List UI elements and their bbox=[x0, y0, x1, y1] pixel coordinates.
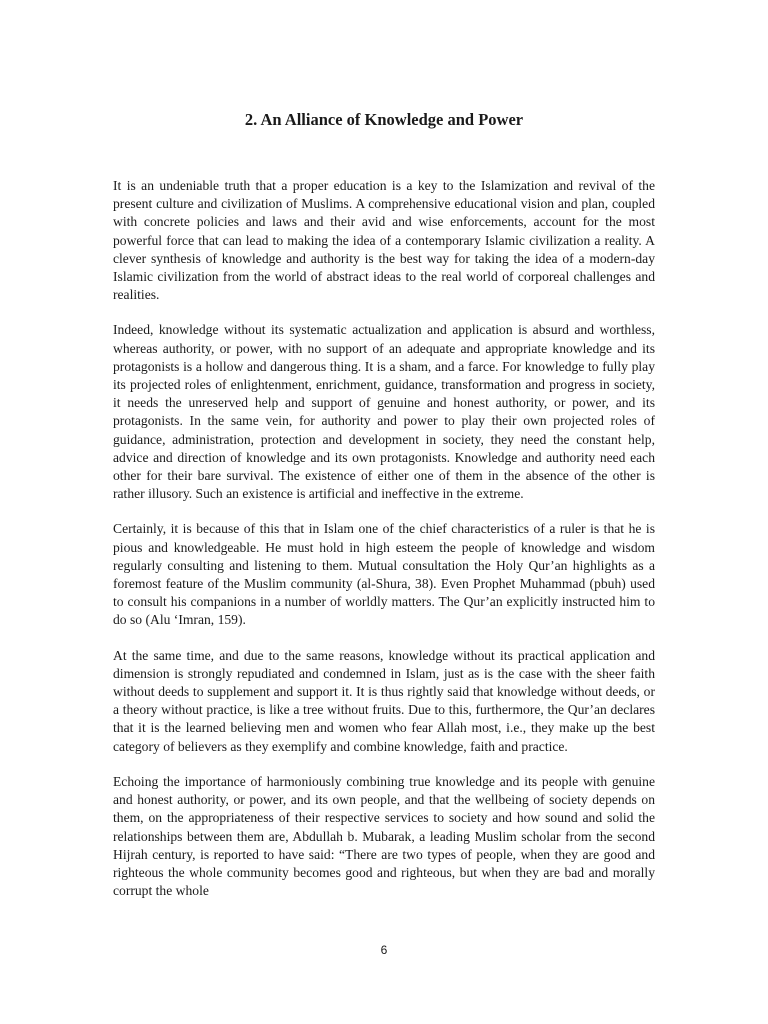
paragraph-4: At the same time, and due to the same reasons, knowledge without its practical application and dimension is strongly repudiated and condemned in Islam, just as is the case with the sheer faith without deeds to supplement and support it. It is thus rightly said that knowledge without deeds, or a theory without practice, is like a tree without fruits. Due to this, furthermore, the Qur’an declares that it is the learned believing men and women who fear Allah most, i.e., they make up the best category of believers as they exemplify and combine knowledge, faith and practice. bbox=[113, 647, 655, 754]
paragraph-1: It is an undeniable truth that a proper education is a key to the Islamization and revival of the present culture and civilization of Muslims. A comprehensive educational vision and plan, coupled with concrete policies and laws and their avid and wise enforcements, account for the most powerful force that can lead to making the idea of a contemporary Islamic civilization a reality. A clever synthesis of knowledge and authority is the best way for taking the idea of a modern-day Islamic civilization from the world of abstract ideas to the real world of corporeal challenges and realities. bbox=[113, 178, 655, 303]
page-title: 2. An Alliance of Knowledge and Power bbox=[244, 110, 524, 129]
paragraph-2: Indeed, knowledge without its systematic actualization and application is absurd and worthless, whereas authority, or power, with no support of an adequate and appropriate knowledge and its protagonists is a hollow and dangerous thing. It is a sham, and a farce. For knowledge to fully play its projected roles of enlightenment, enrichment, guidance, transformation and progress in society, it needs the unreserved help and support of genuine and honest authority, or power, and its protagonists. In the same vein, for authority and power to play their own projected roles of guidance, administration, protection and development in society, they need the constant help, advice and direction of knowledge and its own protagonists. Knowledge and authority need each other for their bare survival. The existence of either one of them in the absence of the other is rather illusory. Such an existence is artificial and ineffective in the extreme. bbox=[113, 322, 655, 502]
document-body bbox=[113, 177, 655, 900]
paragraph-5: Echoing the importance of harmoniously combining true knowledge and its people with genuine and honest authority, or power, and its own people, and that the wellbeing of society depends on them, on the appropriateness of their respective services to society and how sound and solid the relationships between them are, Abdullah b. Mubarak, a leading Muslim scholar from the second Hijrah century, is reported to have said: “There are two types of people, when they are good and righteous the whole community becomes good and righteous, but when they are bad and morally corrupt the whole bbox=[113, 773, 655, 899]
page-number: 6 bbox=[380, 943, 388, 957]
paragraph-3: Certainly, it is because of this that in Islam one of the chief characteristics of a ruler is that he is pious and knowledgeable. He must hold in high esteem the people of knowledge and wisdom regularly consulting and listening to them. Mutual consultation the Holy Qur’an highlights as a foremost feature of the Muslim community (al-Shura, 38). Even Prophet Muhammad (pbuh) used to consult his companions in a number of worldly matters. The Qur’an explicitly instructed him to do so (Alu ‘Imran, 159). bbox=[113, 521, 655, 628]
